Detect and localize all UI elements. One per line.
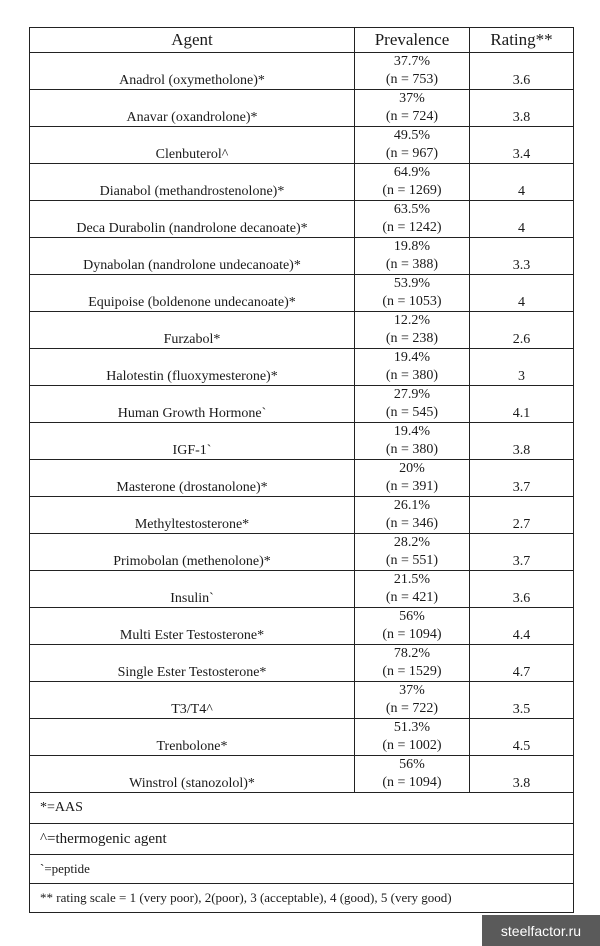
table-row [30,53,574,90]
agent-name: Insulin` [30,571,355,608]
prevalence-percent: 19.4% [393,350,431,365]
agent-name: Trenbolone* [30,719,355,756]
prevalence-count: (n = 388) [385,257,439,272]
rating-value: 4.5 [470,719,574,756]
note-row [30,855,574,884]
table-row [30,127,574,164]
prevalence-cell [355,497,470,534]
rating-value: 3.8 [470,756,574,793]
prevalence-count: (n = 380) [385,442,439,457]
table-row [30,756,574,793]
rating-value: 3.6 [470,571,574,608]
prevalence-cell [355,645,470,682]
prevalence-cell [355,164,470,201]
prevalence-percent: 19.4% [393,424,431,439]
rating-value: 3.6 [470,53,574,90]
note-thermogenic: ^=thermogenic agent [30,824,574,855]
agent-name: Single Ester Testosterone* [30,645,355,682]
agent-name: Furzabol* [30,312,355,349]
prevalence-cell [355,127,470,164]
prevalence-count: (n = 724) [385,109,439,124]
agent-name: Winstrol (stanozolol)* [30,756,355,793]
prevalence-cell [355,386,470,423]
prevalence-percent: 37.7% [393,54,431,69]
prevalence-cell [355,534,470,571]
agent-name: Clenbuterol^ [30,127,355,164]
prevalence-percent: 49.5% [393,128,431,143]
prevalence-percent: 12.2% [393,313,431,328]
prevalence-cell [355,682,470,719]
prevalence-percent: 78.2% [393,646,431,661]
prevalence-cell [355,571,470,608]
rating-value: 3.8 [470,423,574,460]
agent-name: Halotestin (fluoxymesterone)* [30,349,355,386]
rating-value: 4 [470,201,574,238]
table-row [30,423,574,460]
prevalence-cell [355,201,470,238]
rating-value: 3.4 [470,127,574,164]
rating-value: 3.5 [470,682,574,719]
prevalence-count: (n = 346) [385,516,439,531]
prevalence-count: (n = 967) [385,146,439,161]
table-row [30,164,574,201]
prevalence-percent: 53.9% [393,276,431,291]
prevalence-cell [355,423,470,460]
prevalence-cell [355,53,470,90]
table-row [30,238,574,275]
table-row [30,275,574,312]
prevalence-percent: 56% [399,609,425,624]
rating-value: 3 [470,349,574,386]
rating-value: 4 [470,164,574,201]
prevalence-count: (n = 380) [385,368,439,383]
header-rating: Rating** [470,28,574,53]
prevalence-cell [355,275,470,312]
agent-name: Human Growth Hormone` [30,386,355,423]
prevalence-count: (n = 391) [385,479,439,494]
agent-name: T3/T4^ [30,682,355,719]
notes-section [30,793,574,913]
note-row [30,824,574,855]
table-row [30,534,574,571]
prevalence-count: (n = 1529) [382,664,442,679]
table-row [30,682,574,719]
table-row [30,386,574,423]
rating-value: 3.3 [470,238,574,275]
prevalence-count: (n = 1053) [382,294,442,309]
table-row [30,719,574,756]
prevalence-percent: 37% [399,91,425,106]
table-row [30,608,574,645]
note-rating-scale: ** rating scale = 1 (very poor), 2(poor), 3 (acceptable), 4 (good), 5 (very good) [30,884,574,913]
prevalence-percent: 27.9% [393,387,431,402]
prevalence-count: (n = 1269) [382,183,442,198]
table-row [30,571,574,608]
table-row [30,645,574,682]
prevalence-percent: 19.8% [393,239,431,254]
agent-name: Anavar (oxandrolone)* [30,90,355,127]
header-prevalence: Prevalence [355,28,470,53]
prevalence-cell [355,349,470,386]
agent-name: IGF-1` [30,423,355,460]
prevalence-cell [355,238,470,275]
prevalence-percent: 21.5% [393,572,431,587]
rating-value: 3.7 [470,460,574,497]
table-body [30,53,574,793]
header-row [30,28,574,53]
note-aas: *=AAS [30,793,574,824]
table-row [30,201,574,238]
prevalence-cell [355,460,470,497]
prevalence-cell [355,608,470,645]
rating-value: 3.7 [470,534,574,571]
table-row [30,312,574,349]
note-peptide: `=peptide [30,855,574,884]
header-agent: Agent [30,28,355,53]
rating-value: 3.8 [470,90,574,127]
prevalence-percent: 63.5% [393,202,431,217]
agent-name: Masterone (drostanolone)* [30,460,355,497]
rating-value: 4.7 [470,645,574,682]
agent-name: Equipoise (boldenone undecanoate)* [30,275,355,312]
prevalence-count: (n = 545) [385,405,439,420]
table-row [30,460,574,497]
prevalence-percent: 56% [399,757,425,772]
prevalence-percent: 64.9% [393,165,431,180]
rating-value: 4.1 [470,386,574,423]
agent-name: Dynabolan (nandrolone undecanoate)* [30,238,355,275]
agent-name: Anadrol (oxymetholone)* [30,53,355,90]
agent-name: Dianabol (methandrostenolone)* [30,164,355,201]
prevalence-percent: 51.3% [393,720,431,735]
prevalence-count: (n = 1002) [382,738,442,753]
prevalence-count: (n = 421) [385,590,439,605]
prevalence-count: (n = 551) [385,553,439,568]
table-row [30,349,574,386]
note-row [30,884,574,913]
prevalence-cell [355,90,470,127]
note-row [30,793,574,824]
prevalence-percent: 28.2% [393,535,431,550]
agent-name: Multi Ester Testosterone* [30,608,355,645]
rating-value: 4 [470,275,574,312]
prevalence-count: (n = 1094) [382,627,442,642]
watermark-logo: steelfactor.ru [482,915,600,946]
agent-name: Deca Durabolin (nandrolone decanoate)* [30,201,355,238]
prevalence-count: (n = 753) [385,72,439,87]
agent-name: Primobolan (methenolone)* [30,534,355,571]
rating-value: 2.6 [470,312,574,349]
prevalence-percent: 37% [399,683,425,698]
prevalence-cell [355,719,470,756]
prevalence-cell [355,312,470,349]
prevalence-percent: 26.1% [393,498,431,513]
agents-table [29,27,574,913]
rating-value: 2.7 [470,497,574,534]
prevalence-count: (n = 1242) [382,220,442,235]
prevalence-cell [355,756,470,793]
rating-value: 4.4 [470,608,574,645]
table-row [30,497,574,534]
table-row [30,90,574,127]
prevalence-count: (n = 238) [385,331,439,346]
prevalence-percent: 20% [399,461,425,476]
prevalence-count: (n = 1094) [382,775,442,790]
prevalence-count: (n = 722) [385,701,439,716]
agent-name: Methyltestosterone* [30,497,355,534]
